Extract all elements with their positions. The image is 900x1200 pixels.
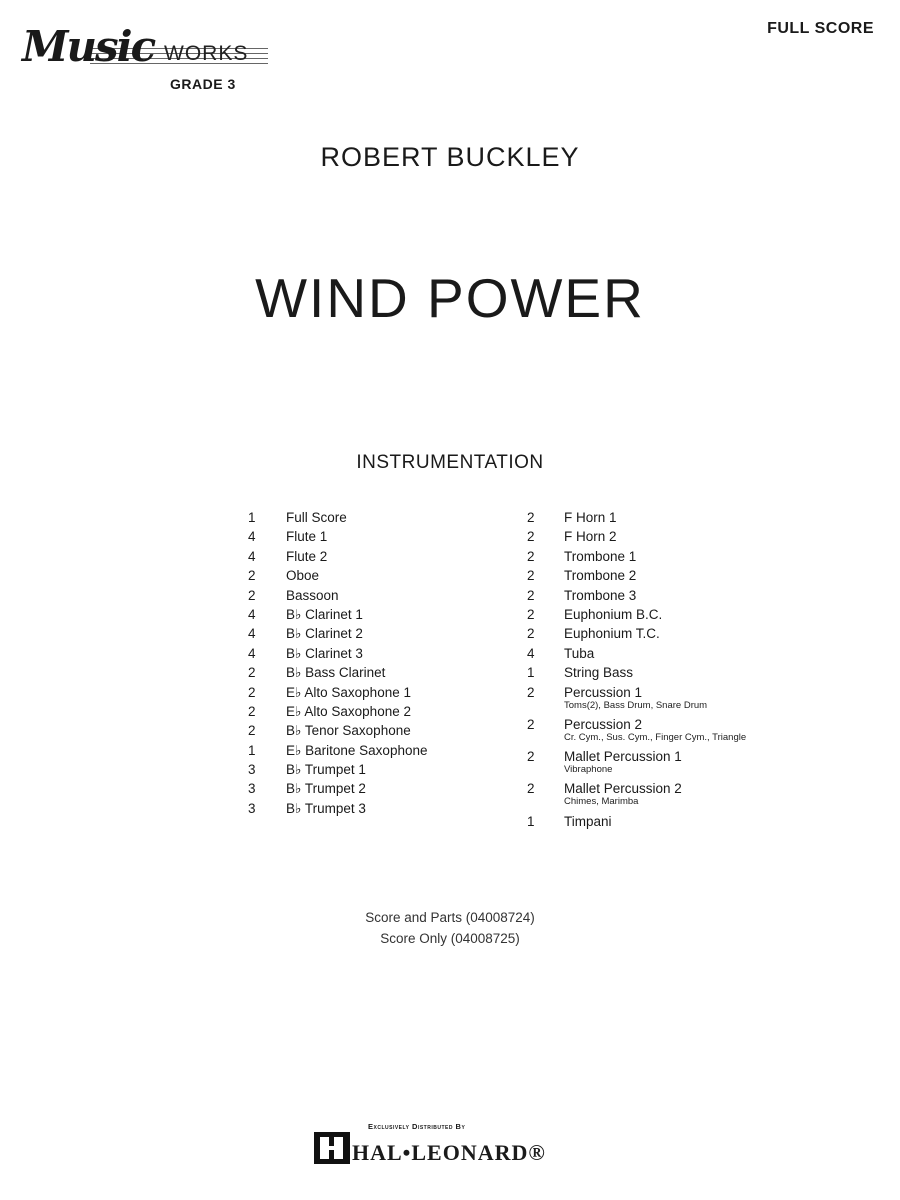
instrument-name-cell: [564, 665, 633, 680]
instrument-name: Trombone 1: [564, 548, 637, 564]
instrument-quantity: 2: [248, 684, 256, 700]
instrument-name: Euphonium T.C.: [564, 626, 660, 642]
instrument-name-cell: [286, 626, 363, 642]
instrument-name-cell: [286, 685, 411, 701]
instrument-quantity: 2: [527, 529, 535, 545]
instrument-name-cell: [286, 588, 339, 603]
instrument-name: F Horn 2: [564, 529, 617, 545]
instrument-name: Trumpet 2: [304, 781, 366, 797]
instrument-name-cell: [564, 607, 662, 622]
musicworks-logo: [22, 18, 262, 98]
instrument-name: Full Score: [286, 510, 347, 525]
instrument-name-cell: [564, 814, 612, 829]
instrument-name-cell: [564, 568, 636, 583]
instrument-quantity: 3: [248, 762, 256, 778]
instrument-key: B♭: [286, 762, 302, 778]
instrument-key: B♭: [286, 665, 302, 681]
instrument-key: E♭: [286, 742, 302, 758]
instrument-name-cell: [564, 717, 642, 732]
instrument-name: Baritone Saxophone: [305, 742, 428, 758]
instrument-quantity: 2: [248, 723, 256, 739]
grade-label: GRADE 3: [170, 76, 236, 92]
instrument-name-cell: [564, 549, 636, 564]
instrument-name-cell: [286, 801, 366, 817]
instrument-name-cell: [564, 529, 617, 544]
logo-works-text: WORKS: [164, 42, 249, 65]
instrument-quantity: 4: [248, 548, 256, 564]
instrument-name: Bassoon: [286, 587, 339, 603]
instrument-name-cell: [286, 607, 363, 623]
instrument-name: Alto Saxophone 1: [304, 684, 411, 700]
instrument-name-cell: [564, 626, 660, 641]
instrument-quantity: 1: [248, 510, 256, 525]
instrument-name: Tuba: [564, 645, 595, 661]
instrument-key: B♭: [286, 626, 302, 642]
instrument-name-cell: [286, 665, 385, 681]
instrument-name: Clarinet 2: [305, 626, 363, 642]
instrument-name-cell: [286, 723, 411, 739]
instrument-name: Oboe: [286, 568, 320, 584]
instrument-name: Mallet Percussion 2: [564, 781, 682, 797]
instrument-name-cell: [286, 549, 327, 564]
instrument-detail: Toms(2), Bass Drum, Snare Drum: [564, 699, 708, 711]
instrument-name: Alto Saxophone 2: [304, 703, 411, 719]
instrument-quantity: 4: [527, 645, 535, 661]
instrument-quantity: 2: [248, 703, 256, 719]
instrument-key: B♭: [286, 645, 302, 661]
hal-leonard-mark-icon: [314, 1132, 350, 1164]
piece-title: WIND POWER: [255, 267, 645, 329]
instrument-name-cell: [564, 510, 617, 525]
instrument-name: Flute 1: [286, 529, 328, 545]
instrument-name-cell: [564, 781, 682, 796]
instrument-name-cell: [564, 646, 594, 661]
instrument-name: F Horn 1: [564, 510, 617, 525]
instrument-quantity: 4: [248, 529, 256, 545]
instrument-quantity: 4: [248, 645, 256, 661]
composer-name: ROBERT BUCKLEY: [320, 142, 580, 172]
instrument-name-cell: [286, 529, 327, 544]
instrument-name-cell: [286, 704, 411, 720]
logo-script-text: Music: [22, 22, 155, 71]
instrument-name: Percussion 1: [564, 684, 643, 700]
instrument-quantity: 2: [527, 684, 535, 700]
instrument-name-cell: [286, 743, 427, 759]
instrument-name: Timpani: [564, 813, 612, 829]
instrument-detail: Vibraphone: [564, 764, 613, 776]
instrument-quantity: 2: [527, 548, 535, 564]
instrument-quantity: 2: [527, 510, 535, 525]
instrument-detail: Cr. Cym., Sus. Cym., Finger Cym., Triangle: [564, 731, 747, 743]
instrument-quantity: 2: [527, 568, 535, 584]
instrument-name: Mallet Percussion 1: [564, 749, 682, 765]
instrument-name: Trombone 3: [564, 587, 637, 603]
instrument-name-cell: [564, 749, 682, 764]
instrument-name: String Bass: [564, 665, 634, 681]
instrument-quantity: 2: [527, 587, 535, 603]
instrument-name: Clarinet 3: [305, 645, 363, 661]
instrumentation-heading: INSTRUMENTATION: [356, 452, 544, 473]
instrument-quantity: 3: [248, 800, 256, 816]
instrument-quantity: 2: [248, 587, 256, 603]
instrument-name-cell: [564, 588, 636, 603]
instrument-key: E♭: [286, 703, 302, 719]
full-score-label: FULL SCORE: [767, 20, 874, 37]
distributed-by-text: Exclusively Distributed By: [368, 1122, 466, 1131]
instrument-name: Clarinet 1: [305, 606, 363, 622]
instrument-name-cell: [286, 646, 363, 662]
instrument-name-cell: [564, 685, 642, 700]
instrument-key: E♭: [286, 684, 302, 700]
instrument-quantity: 1: [248, 742, 256, 758]
instrument-quantity: 3: [248, 781, 256, 797]
instrument-quantity: 2: [527, 606, 535, 622]
instrument-quantity: 1: [527, 665, 535, 681]
instrument-name-cell: [286, 510, 347, 525]
instrument-name: Euphonium B.C.: [564, 606, 663, 622]
instrument-key: B♭: [286, 800, 302, 816]
edition-score-and-parts: Score and Parts (04008724): [365, 910, 535, 925]
instrument-quantity: 2: [527, 716, 535, 732]
instrument-name-cell: [286, 568, 319, 583]
instrument-quantity: 4: [248, 626, 256, 642]
instrument-quantity: 2: [527, 626, 535, 642]
instrument-name: Percussion 2: [564, 716, 643, 732]
instrument-quantity: 2: [248, 568, 256, 584]
instrument-quantity: 4: [248, 606, 256, 622]
instrument-name: Bass Clarinet: [305, 665, 386, 681]
instrument-key: B♭: [286, 781, 302, 797]
instrument-name: Trumpet 3: [304, 800, 366, 816]
instrument-name: Tenor Saxophone: [304, 723, 411, 739]
edition-score-only: Score Only (04008725): [380, 931, 520, 946]
instrument-name: Flute 2: [286, 548, 328, 564]
instrument-quantity: 1: [527, 813, 535, 829]
instrument-detail: Chimes, Marimba: [564, 796, 639, 808]
publisher-name: HAL•LEONARD®: [352, 1140, 546, 1165]
hal-leonard-logo: [310, 1122, 590, 1170]
instrument-name-cell: [286, 781, 366, 797]
instrument-quantity: 2: [527, 749, 535, 765]
instrument-name: Trumpet 1: [304, 762, 366, 778]
instrument-key: B♭: [286, 606, 302, 622]
instrument-quantity: 2: [527, 781, 535, 797]
instrument-key: B♭: [286, 723, 302, 739]
instrument-name-cell: [286, 762, 366, 778]
instrument-name: Trombone 2: [564, 568, 637, 584]
instrument-quantity: 2: [248, 665, 256, 681]
